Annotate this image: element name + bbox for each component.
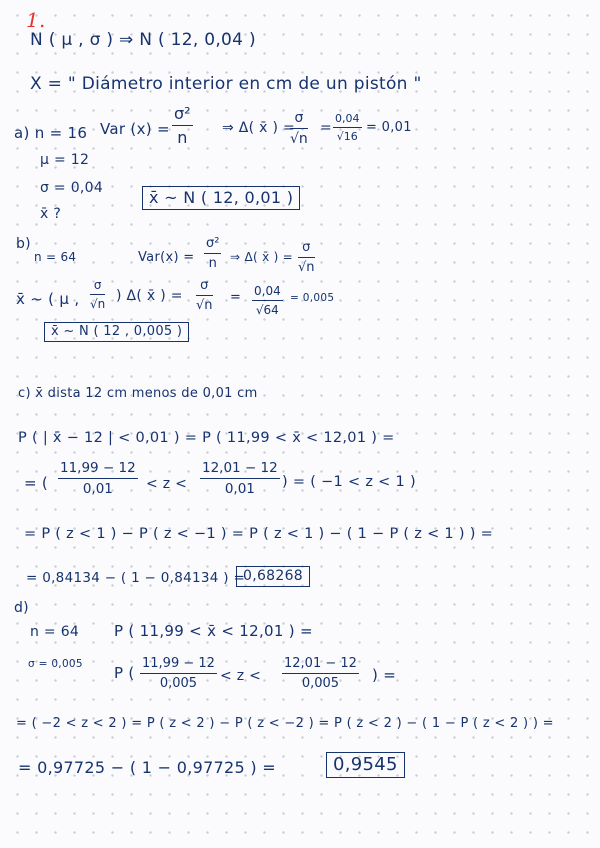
part-a-var: Var (x) = [100, 120, 170, 138]
part-a-eq2: = [320, 120, 333, 136]
frac-denominator: √16 [333, 127, 362, 143]
part-d-line1: P ( 11,99 < x̄ < 12,01 ) = [114, 622, 313, 640]
frac-denominator: 0,01 [58, 478, 138, 497]
part-a-sd-fraction [290, 110, 308, 147]
part-d-line4: = 0,97725 − ( 1 − 0,97725 ) = [18, 758, 277, 777]
frac-numerator: 11,99 − 12 [142, 656, 215, 671]
part-b-l2b-fraction [196, 278, 213, 313]
frac-denominator: 0,01 [200, 478, 280, 497]
frac-numerator: σ [93, 278, 102, 292]
part-d-l2-open: P ( [114, 664, 135, 682]
frac-numerator: σ² [174, 104, 191, 123]
frac-numerator: 0,04 [254, 284, 281, 298]
part-c-line4: = 0,84134 − ( 1 − 0,84134 ) = [26, 570, 246, 586]
variable-definition: X = " Diámetro interior en cm de un pistón " [30, 74, 422, 94]
part-d-line3: = ( −2 < z < 2 ) = P ( z < 2 ) − P ( z < −2 ) = P ( z < 2 ) − ( 1 − P ( z < 2 ) ) = [16, 716, 554, 731]
part-c-fraction-1 [58, 460, 138, 497]
frac-denominator: √n [196, 295, 213, 313]
part-c-fraction-2 [200, 460, 280, 497]
frac-denominator: √n [290, 128, 308, 147]
frac-denominator: √n [298, 257, 315, 275]
part-b-l2-mid: ) Δ( x̄ ) = [116, 288, 183, 304]
normal-distribution-line: N ( μ , σ ) ⇒ N ( 12, 0,04 ) [30, 30, 256, 50]
part-b-l2-fraction [90, 278, 105, 311]
part-a-result: = 0,01 [366, 120, 412, 135]
part-a-mu: μ = 12 [40, 152, 90, 168]
part-b-lead: b) [16, 236, 31, 252]
part-b-line2-lead: x̄ ~ ( μ , [16, 290, 80, 308]
part-b-eq1: ⇒ Δ( x̄ ) = [230, 250, 294, 264]
part-b-n: n = 64 [34, 250, 77, 264]
part-d-lead: d) [14, 600, 29, 616]
exercise-number: 1. [26, 8, 46, 32]
frac-denominator: √64 [252, 300, 283, 317]
frac-denominator: √n [90, 294, 105, 311]
frac-denominator: n [204, 253, 221, 271]
part-a-sigma: σ = 0,04 [40, 180, 104, 196]
frac-numerator: σ [294, 110, 304, 126]
frac-numerator: 12,01 − 12 [284, 656, 357, 671]
part-d-answer-box: 0,9545 [326, 752, 405, 778]
part-d-fraction-1 [140, 656, 217, 691]
part-d-sigma: σ = 0,005 [28, 658, 83, 670]
part-a-eq1: ⇒ Δ( x̄ ) = [222, 120, 296, 136]
part-a-value-fraction [333, 112, 362, 143]
frac-numerator: σ [200, 278, 209, 293]
frac-denominator: n [172, 125, 193, 147]
part-b-l2-eq: = [230, 290, 242, 305]
part-c-lead: c) x̄ dista 12 cm menos de 0,01 cm [18, 386, 258, 401]
part-b-var: Var(x) = [138, 250, 195, 265]
part-d-fraction-2 [282, 656, 359, 691]
part-b-l2c-fraction [252, 284, 283, 317]
frac-numerator: σ [302, 240, 311, 255]
frac-denominator: 0,005 [140, 673, 217, 691]
frac-numerator: σ² [206, 236, 220, 251]
part-c-l2-open: = ( [24, 474, 49, 492]
part-b-sd-fraction [298, 240, 315, 275]
part-a-xbar-question: x̄ ? [40, 206, 62, 222]
part-a-lead: a) n = 16 [14, 124, 88, 142]
part-a-result-box: x̄ ~ N ( 12, 0,01 ) [142, 186, 300, 210]
part-b-result-box: x̄ ~ N ( 12 , 0,005 ) [44, 322, 189, 342]
frac-numerator: 11,99 − 12 [60, 460, 136, 476]
frac-numerator: 0,04 [335, 112, 360, 125]
part-b-var-fraction [204, 236, 221, 271]
part-c-l2-mid: < z < [146, 476, 188, 492]
part-d-l2-mid: < z < [220, 668, 262, 684]
frac-numerator: 12,01 − 12 [202, 460, 278, 476]
part-c-line1: P ( | x̄ − 12 | < 0,01 ) = P ( 11,99 < x̄ < 12,01 ) = [18, 430, 395, 446]
part-d-l2-close: ) = [372, 666, 397, 684]
part-c-l2-result: ) = ( −1 < z < 1 ) [282, 474, 416, 490]
part-a-var-fraction [172, 104, 193, 147]
part-c-answer-box: 0,68268 [236, 566, 310, 587]
part-b-l2-result: = 0,005 [290, 292, 335, 304]
part-c-line3: = P ( z < 1 ) − P ( z < −1 ) = P ( z < 1 ) − ( 1 − P ( z < 1 ) ) = [24, 526, 494, 542]
frac-denominator: 0,005 [282, 673, 359, 691]
part-d-n: n = 64 [30, 624, 80, 640]
